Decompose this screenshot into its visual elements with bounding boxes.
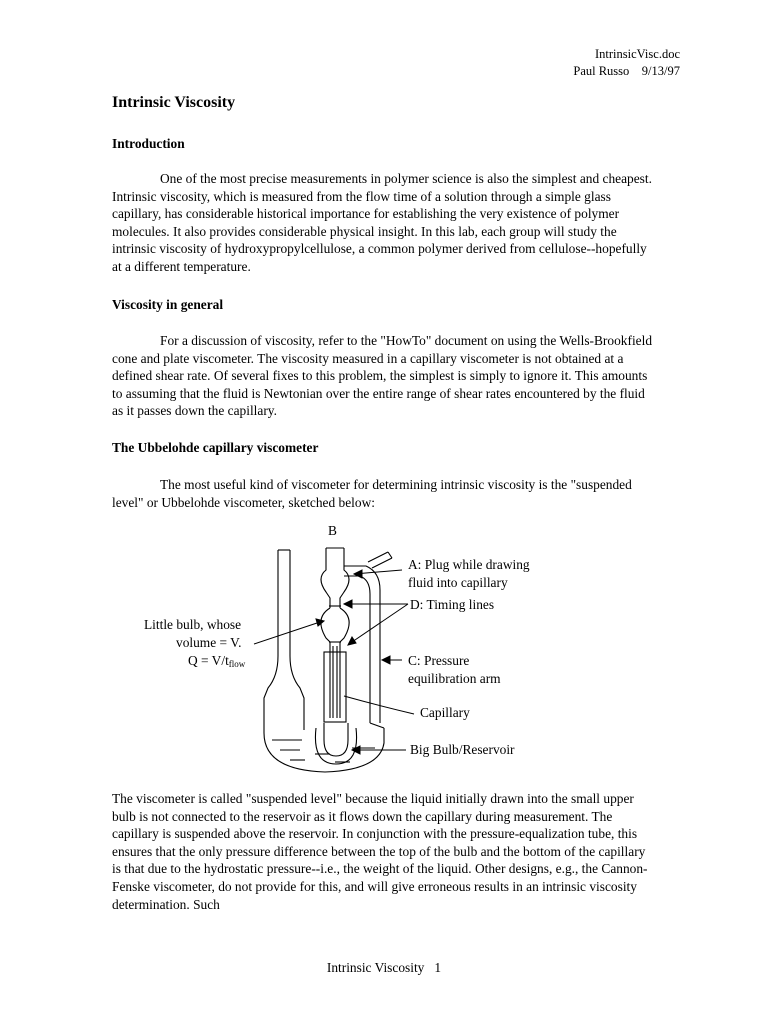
paragraph-ubbelohde: The most useful kind of viscometer for determining intrinsic viscosity is the "suspended level" or Ubbelohde viscometer, sketched below: [112, 477, 632, 510]
plug-a [368, 552, 388, 562]
label-c-line1: C: Pressure [408, 653, 470, 668]
page-title: Intrinsic Viscosity [112, 94, 236, 111]
label-capillary: Capillary [420, 705, 470, 720]
label-q-sub: flow [228, 659, 246, 669]
heading-viscosity-general: Viscosity in general [112, 297, 224, 312]
header-author-date: Paul Russo 9/13/97 [573, 64, 680, 78]
header-filename: IntrinsicVisc.doc [595, 47, 680, 61]
document-header [573, 46, 680, 80]
upper-bulb-left [321, 548, 330, 608]
label-a-line2: fluid into capillary [408, 575, 508, 590]
label-q-formula [188, 652, 245, 674]
label-a-line1: A: Plug while drawing [408, 557, 530, 572]
paragraph-after-figure: The viscometer is called "suspended level" because the liquid initially drawn into the small upper bulb is not connected to the reservoir as it flows down the capillary during measurement. The capillary is suspended above the reservoir. In conjunction with the pressure-equalization tube, this ensures that the only pressure difference between the top of the bulb and the bottom of the capillary is that due to the hydrostatic pressure--i.e., the weight of the liquid. Other designs, e.g., the Cannon-Fenske viscometer, do not provide for this, and will give erroneous results in an intrinsic viscosity determination. Such [112, 791, 648, 912]
heading-introduction: Introduction [112, 136, 185, 151]
label-d: D: Timing lines [410, 597, 495, 612]
paragraph-viscosity-general: For a discussion of viscosity, refer to the "HowTo" document on using the Wells-Brookfield cone and plate viscometer. The viscosity measured in a capillary viscometer is not obtained at a defined shear rate. Of several fixes to this problem, the simplest is simply to ignore it. This amounts to assuming that the fluid is Newtonian over the entire range of shear rates encountered by the fluid as it passes down the capillary. [112, 333, 653, 419]
upper-bulb-right [340, 548, 349, 608]
label-b: B [328, 523, 337, 538]
little-bulb-left [321, 608, 330, 718]
label-little-bulb-line2: volume = V. [176, 635, 242, 650]
label-q-prefix: Q = V/t [188, 653, 229, 668]
little-bulb-right [340, 608, 349, 718]
heading-ubbelohde: The Ubbelohde capillary viscometer [112, 440, 319, 455]
label-little-bulb-line1: Little bulb, whose [144, 617, 242, 632]
capillary-u-bend [324, 723, 348, 756]
left-tube-left-wall [264, 550, 278, 733]
ubbelohde-viscometer-figure [130, 518, 560, 783]
label-c-line2: equilibration arm [408, 671, 501, 686]
paragraph-introduction: One of the most precise measurements in polymer science is also the simplest and cheapest. Intrinsic viscosity, which is measured from the flow time of a solution through a simple glass capillary, has considerable historical importance for establishing the very existence of polymer molecules. It also provides considerable physical insight. In this lab, each group will study the intrinsic viscosity of hydroxypropylcellulose, a common polymer derived from cellulose--hopefully at a different temperature. [112, 171, 652, 274]
left-tube-right-wall [290, 550, 304, 730]
page-footer: Intrinsic Viscosity 1 [326, 960, 442, 975]
label-reservoir: Big Bulb/Reservoir [410, 742, 515, 757]
